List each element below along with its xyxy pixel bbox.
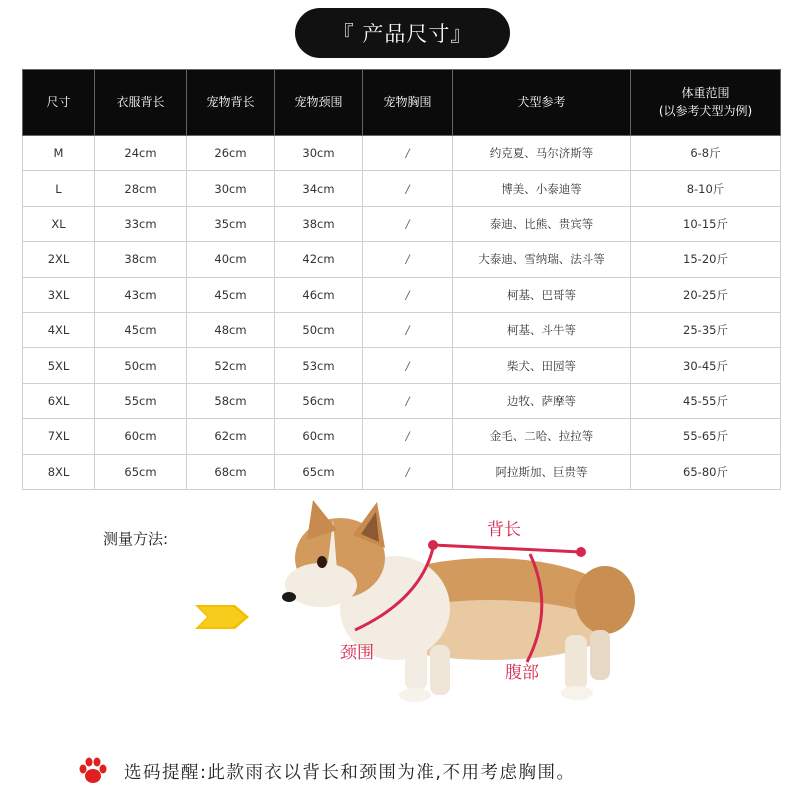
cell-size: 7XL — [23, 419, 95, 454]
cell-garment-length: 55cm — [95, 383, 187, 418]
cell-weight: 8-10斤 — [631, 171, 781, 206]
cell-pet-back-length: 68cm — [187, 454, 275, 489]
cell-weight: 25-35斤 — [631, 312, 781, 347]
header-pet-neck: 宠物颈围 — [275, 70, 363, 136]
cell-size: 2XL — [23, 242, 95, 277]
cell-pet-back-length: 30cm — [187, 171, 275, 206]
cell-weight: 20-25斤 — [631, 277, 781, 312]
cell-pet-back-length: 26cm — [187, 136, 275, 171]
table-row — [23, 242, 781, 277]
cell-pet-chest: / — [363, 312, 453, 347]
corgi-measurement-diagram — [255, 490, 655, 720]
header-garment-length: 衣服背长 — [95, 70, 187, 136]
cell-garment-length: 65cm — [95, 454, 187, 489]
cell-pet-neck: 42cm — [275, 242, 363, 277]
cell-weight: 10-15斤 — [631, 206, 781, 241]
cell-garment-length: 33cm — [95, 206, 187, 241]
cell-garment-length: 50cm — [95, 348, 187, 383]
cell-pet-neck: 56cm — [275, 383, 363, 418]
cell-pet-chest: / — [363, 242, 453, 277]
cell-pet-chest: / — [363, 348, 453, 383]
size-tip — [78, 757, 575, 785]
cell-pet-back-length: 58cm — [187, 383, 275, 418]
cell-size: 4XL — [23, 312, 95, 347]
cell-garment-length: 43cm — [95, 277, 187, 312]
cell-garment-length: 45cm — [95, 312, 187, 347]
cell-pet-chest: / — [363, 419, 453, 454]
cell-weight: 15-20斤 — [631, 242, 781, 277]
cell-pet-neck: 65cm — [275, 454, 363, 489]
measure-label: 测量方法: — [103, 530, 169, 548]
cell-pet-neck: 38cm — [275, 206, 363, 241]
cell-breed: 泰迪、比熊、贵宾等 — [453, 206, 631, 241]
cell-pet-neck: 34cm — [275, 171, 363, 206]
header-weight — [631, 70, 781, 136]
neck-label: 颈围 — [340, 643, 374, 663]
cell-size: M — [23, 136, 95, 171]
size-table — [22, 69, 781, 490]
cell-pet-chest: / — [363, 383, 453, 418]
cell-weight: 30-45斤 — [631, 348, 781, 383]
cell-size: 8XL — [23, 454, 95, 489]
table-row — [23, 419, 781, 454]
cell-pet-chest: / — [363, 206, 453, 241]
cell-weight: 6-8斤 — [631, 136, 781, 171]
paw-icon — [78, 757, 108, 785]
cell-pet-back-length: 45cm — [187, 277, 275, 312]
cell-garment-length: 60cm — [95, 419, 187, 454]
table-row — [23, 312, 781, 347]
cell-pet-chest: / — [363, 454, 453, 489]
header-weight-line1: 体重范围 — [681, 86, 730, 101]
dog-illustration — [282, 500, 635, 702]
cell-pet-neck: 53cm — [275, 348, 363, 383]
cell-breed: 博美、小泰迪等 — [453, 171, 631, 206]
back-length-label: 背长 — [487, 520, 521, 540]
cell-size: 3XL — [23, 277, 95, 312]
cell-breed: 阿拉斯加、巨贵等 — [453, 454, 631, 489]
cell-pet-neck: 46cm — [275, 277, 363, 312]
cell-breed: 大泰迪、雪纳瑞、法斗等 — [453, 242, 631, 277]
cell-breed: 金毛、二哈、拉拉等 — [453, 419, 631, 454]
table-row — [23, 136, 781, 171]
table-row — [23, 348, 781, 383]
cell-pet-back-length: 48cm — [187, 312, 275, 347]
tip-text: 选码提醒:此款雨衣以背长和颈围为准,不用考虑胸围。 — [124, 762, 576, 783]
table-row — [23, 383, 781, 418]
cell-size: L — [23, 171, 95, 206]
cell-breed: 柯基、巴哥等 — [453, 277, 631, 312]
cell-breed: 约克夏、马尔济斯等 — [453, 136, 631, 171]
table-row — [23, 206, 781, 241]
cell-pet-back-length: 40cm — [187, 242, 275, 277]
cell-garment-length: 28cm — [95, 171, 187, 206]
table-row — [23, 454, 781, 489]
header-weight-line2: (以参考犬型为例) — [658, 103, 753, 118]
cell-breed: 边牧、萨摩等 — [453, 383, 631, 418]
cell-size: 6XL — [23, 383, 95, 418]
header-breed: 犬型参考 — [453, 70, 631, 136]
cell-breed: 柴犬、田园等 — [453, 348, 631, 383]
cell-size: 5XL — [23, 348, 95, 383]
cell-pet-back-length: 52cm — [187, 348, 275, 383]
cell-pet-back-length: 35cm — [187, 206, 275, 241]
page-title: 『 产品尺寸』 — [295, 8, 510, 58]
cell-pet-back-length: 62cm — [187, 419, 275, 454]
chevron-right-icon — [195, 603, 251, 631]
cell-size: XL — [23, 206, 95, 241]
cell-weight: 65-80斤 — [631, 454, 781, 489]
table-row — [23, 277, 781, 312]
table-row — [23, 171, 781, 206]
cell-pet-neck: 30cm — [275, 136, 363, 171]
table-body — [23, 136, 781, 490]
cell-pet-neck: 50cm — [275, 312, 363, 347]
cell-pet-neck: 60cm — [275, 419, 363, 454]
cell-pet-chest: / — [363, 171, 453, 206]
header-pet-chest: 宠物胸围 — [363, 70, 453, 136]
cell-garment-length: 24cm — [95, 136, 187, 171]
cell-breed: 柯基、斗牛等 — [453, 312, 631, 347]
header-pet-back-length: 宠物背长 — [187, 70, 275, 136]
cell-pet-chest: / — [363, 136, 453, 171]
cell-garment-length: 38cm — [95, 242, 187, 277]
cell-pet-chest: / — [363, 277, 453, 312]
table-header-row — [23, 70, 781, 136]
header-size: 尺寸 — [23, 70, 95, 136]
cell-weight: 45-55斤 — [631, 383, 781, 418]
belly-label: 腹部 — [505, 663, 539, 683]
cell-weight: 55-65斤 — [631, 419, 781, 454]
